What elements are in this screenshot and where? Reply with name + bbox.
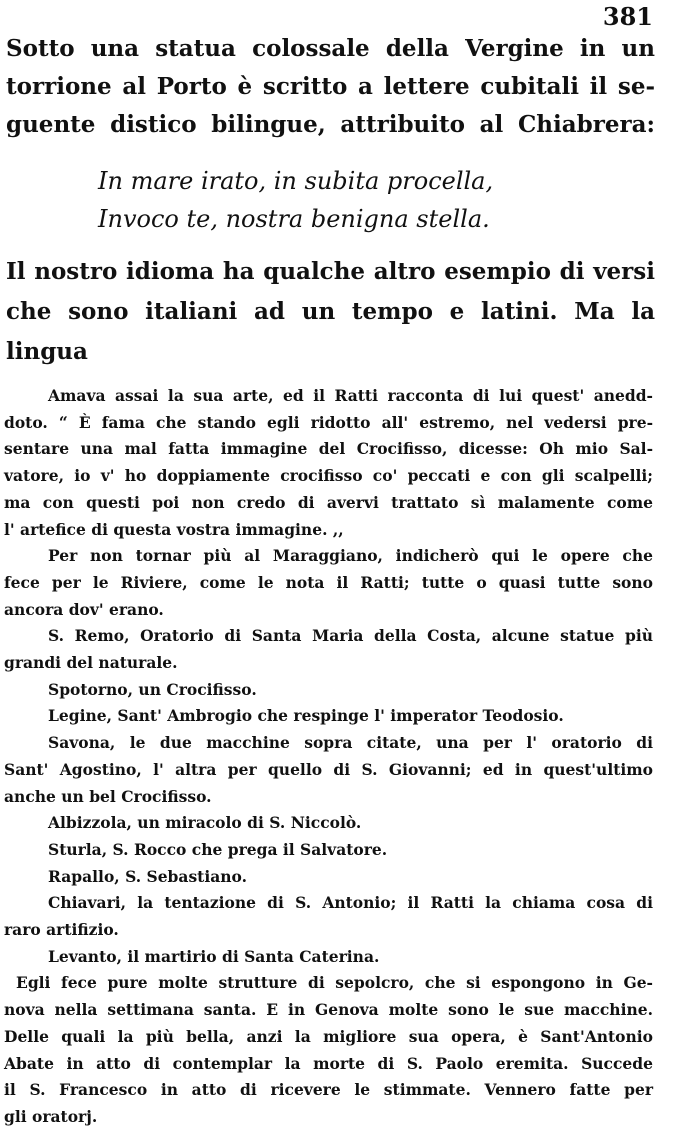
footnote-line: sentare una mal fatta immagine del Crocifisso, dicesse: Oh mio Sal-: [4, 439, 653, 459]
body-line: Il nostro idioma ha qualche altro esempio di versi: [6, 258, 655, 285]
body-line: che sono italiani ad un tempo e latini. Ma la lingua: [6, 298, 655, 365]
footnote-line: il S. Francesco in atto di ricevere le stimmate. Vennero fatte per: [4, 1080, 653, 1100]
intro-line: Sotto una statua colossale della Vergine in un: [6, 35, 655, 62]
footnotes: [4, 383, 653, 1131]
verse-line: Invoco te, nostra benigna stella.: [98, 205, 490, 233]
footnote-paragraph: [4, 864, 653, 891]
footnote-line: Abate in atto di contemplar la morte di S. Paolo eremita. Succede: [4, 1053, 653, 1073]
body-paragraph: [6, 252, 655, 372]
footnote-line: Delle quali la più bella, anzi la migliore sua opera, è Sant'Antonio: [4, 1026, 653, 1046]
footnote-line: fece per le Riviere, come le nota il Ratti; tutte o quasi tutte sono: [4, 572, 653, 592]
footnote-paragraph: [4, 383, 653, 543]
footnote-paragraph: [4, 543, 653, 623]
footnote-line: Albizzola, un miracolo di S. Niccolò.: [48, 813, 362, 833]
footnote-line: ma con questi poi non credo di avervi trattato sì malamente come: [4, 492, 653, 512]
distich-verse: [98, 162, 493, 238]
footnote-paragraph: [4, 944, 653, 971]
footnote-line: Levanto, il martirio di Santa Caterina.: [48, 946, 380, 966]
footnote-line: Sturla, S. Rocco che prega il Salvatore.: [48, 839, 388, 859]
footnote-line: ancora dov' erano.: [4, 599, 164, 619]
footnote-paragraph: [4, 970, 653, 1130]
footnote-line: grandi del naturale.: [4, 653, 178, 673]
footnote-line: l' artefice di questa vostra immagine. ,,: [4, 519, 344, 539]
footnote-paragraph: [4, 703, 653, 730]
verse-line: In mare irato, in subita procella,: [98, 167, 494, 195]
footnote-line: Legine, Sant' Ambrogio che respinge l' imperator Teodosio.: [48, 706, 564, 726]
footnote-paragraph: [4, 730, 653, 810]
footnote-line: Spotorno, un Crocifisso.: [48, 679, 257, 699]
footnote-line: gli oratorj.: [4, 1106, 98, 1126]
footnote-line: Savona, le due macchine sopra citate, una per l' oratorio di: [48, 733, 653, 753]
footnote-paragraph: [4, 810, 653, 837]
footnote-line: Sant' Agostino, l' altra per quello di S. Giovanni; ed in quest'ultimo: [4, 759, 653, 779]
footnote-line: Egli fece pure molte strutture di sepolcro, che si espongono in Ge-: [16, 973, 653, 993]
intro-line: guente distico bilingue, attribuito al Chiabrera:: [6, 111, 655, 138]
footnote-line: Per non tornar più al Maraggiano, indicherò qui le opere che: [48, 546, 653, 566]
intro-line: torrione al Porto è scritto a lettere cubitali il se-: [6, 73, 655, 100]
footnote-paragraph: [4, 837, 653, 864]
footnote-line: anche un bel Crocifisso.: [4, 786, 212, 806]
footnote-line: Amava assai la sua arte, ed il Ratti racconta di lui quest' anedd-: [48, 386, 653, 405]
footnote-paragraph: [4, 623, 653, 676]
footnote-line: Chiavari, la tentazione di S. Antonio; il Ratti la chiama cosa di: [48, 893, 653, 913]
page-number: 381: [602, 2, 653, 31]
footnote-line: vatore, io v' ho doppiamente crocifisso co' peccati e con gli scalpelli;: [4, 466, 653, 486]
footnote-line: nova nella settimana santa. E in Genova molte sono le sue macchine.: [4, 1000, 653, 1020]
footnote-line: doto. “ È fama che stando egli ridotto all' estremo, nel vedersi pre-: [4, 412, 653, 432]
footnote-paragraph: [4, 890, 653, 943]
footnote-line: Rapallo, S. Sebastiano.: [48, 866, 247, 886]
footnote-line: S. Remo, Oratorio di Santa Maria della Costa, alcune statue più: [48, 626, 653, 646]
intro-paragraph: [6, 30, 655, 144]
footnote-paragraph: [4, 677, 653, 704]
footnote-line: raro artifizio.: [4, 920, 119, 940]
